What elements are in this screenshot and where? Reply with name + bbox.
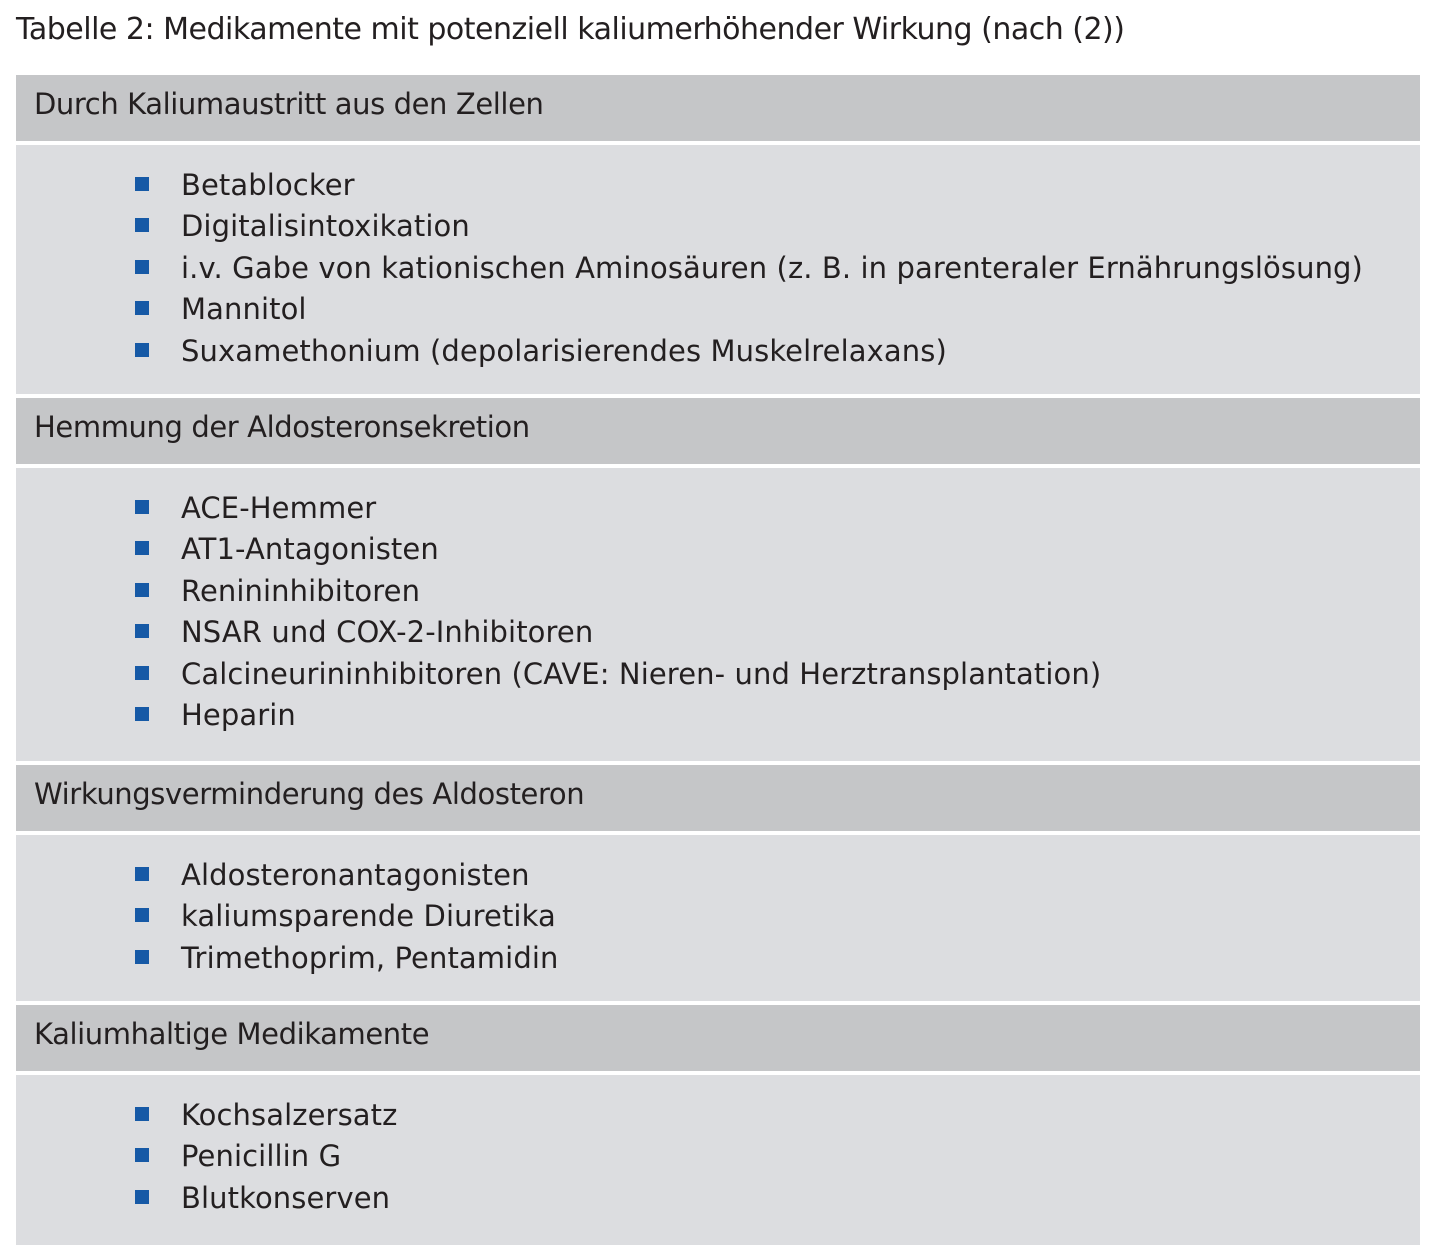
medication-table [16, 75, 1420, 1245]
item-label: Renininhibitoren [181, 573, 421, 608]
square-bullet-icon [135, 343, 149, 357]
item-label: Calcineurininhibitoren (CAVE: Nieren- und Herztransplantation) [181, 656, 1102, 691]
section-header-aldosterone-effect: Wirkungsverminderung des Aldosteron [16, 765, 1420, 831]
item-label: Aldosteronantagonisten [181, 858, 530, 892]
list-item [135, 1136, 1420, 1177]
item-list [135, 488, 1420, 736]
section-header-potassium-containing: Kaliumhaltige Medikamente [16, 1005, 1420, 1071]
square-bullet-icon [135, 1148, 149, 1162]
list-item [135, 165, 1420, 206]
section-header-aldosterone-inhibition: Hemmung der Aldosteronsekretion [16, 398, 1420, 464]
list-item [135, 612, 1420, 653]
item-list [135, 165, 1420, 372]
list-item [135, 289, 1420, 330]
section-body-cell-release [16, 145, 1420, 394]
item-label: kaliumsparende Diuretika [181, 899, 556, 934]
square-bullet-icon [135, 260, 149, 274]
square-bullet-icon [135, 500, 149, 514]
square-bullet-icon [135, 218, 149, 232]
list-item [135, 654, 1420, 695]
list-item [135, 331, 1420, 372]
list-item [135, 488, 1420, 529]
item-label: Blutkonserven [181, 1180, 391, 1215]
section-body-potassium-containing [16, 1075, 1420, 1245]
section-body-aldosterone-effect [16, 835, 1420, 1001]
list-item [135, 1178, 1420, 1219]
square-bullet-icon [135, 1190, 149, 1204]
list-item [135, 529, 1420, 570]
list-item [135, 695, 1420, 736]
item-list [135, 1095, 1420, 1219]
item-label: AT1-Antagonisten [181, 532, 439, 567]
item-label: Penicillin G [181, 1139, 342, 1174]
section-header-cell-release: Durch Kaliumaustritt aus den Zellen [16, 75, 1420, 141]
list-item [135, 1095, 1420, 1136]
item-label: Digitalisintoxikation [181, 209, 470, 244]
item-label: ACE-Hemmer [181, 491, 377, 525]
list-item [135, 248, 1420, 289]
item-label: Suxamethonium (depolarisierendes Muskelrelaxans) [181, 333, 947, 368]
square-bullet-icon [135, 177, 149, 191]
square-bullet-icon [135, 1107, 149, 1121]
list-item [135, 855, 1420, 896]
section-body-aldosterone-inhibition [16, 468, 1420, 761]
item-label: i.v. Gabe von kationischen Aminosäuren (z. B. in parenteraler Ernährungslösung) [181, 250, 1363, 285]
square-bullet-icon [135, 541, 149, 555]
square-bullet-icon [135, 666, 149, 680]
item-label: Mannitol [181, 292, 307, 327]
item-label: Kochsalzersatz [181, 1098, 398, 1132]
square-bullet-icon [135, 950, 149, 964]
item-label: Betablocker [181, 168, 355, 202]
square-bullet-icon [135, 624, 149, 638]
square-bullet-icon [135, 583, 149, 597]
item-list [135, 855, 1420, 979]
list-item [135, 938, 1420, 979]
item-label: Heparin [181, 697, 296, 732]
square-bullet-icon [135, 707, 149, 721]
list-item [135, 571, 1420, 612]
square-bullet-icon [135, 301, 149, 315]
item-label: NSAR und COX-2-Inhibitoren [181, 615, 594, 650]
list-item [135, 206, 1420, 247]
list-item [135, 896, 1420, 937]
table-caption: Tabelle 2: Medikamente mit potenziell kaliumerhöhender Wirkung (nach (2)) [16, 12, 1125, 47]
item-label: Trimethoprim, Pentamidin [181, 940, 559, 975]
square-bullet-icon [135, 867, 149, 881]
square-bullet-icon [135, 908, 149, 922]
